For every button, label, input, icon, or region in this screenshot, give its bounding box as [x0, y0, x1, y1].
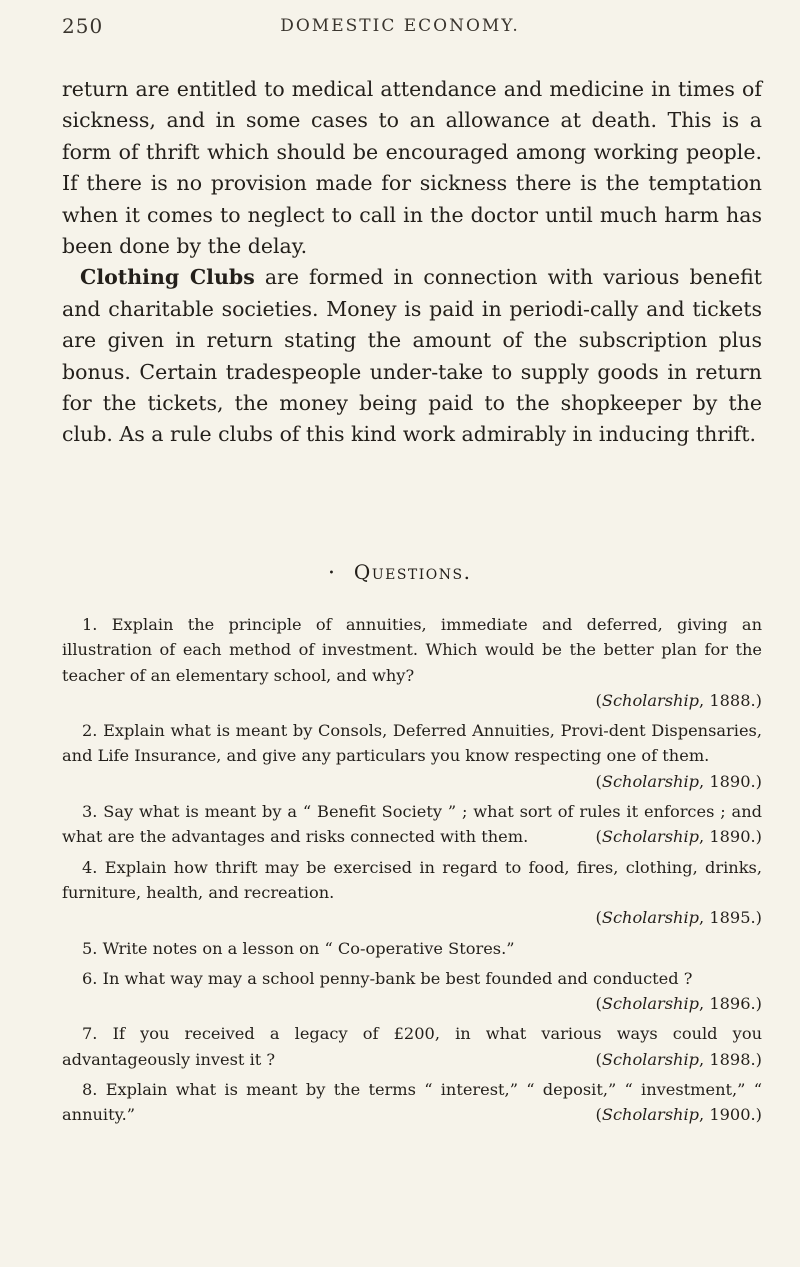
bullet-icon: • — [328, 568, 336, 579]
paragraph-clothing-clubs — [62, 262, 762, 450]
question-citation: (Scholarship, 1900.) — [595, 1105, 762, 1125]
question-item — [62, 855, 762, 931]
question-item — [62, 966, 762, 1017]
paragraph-thrift-sickness: return are entitled to medical attendance and medicine in times of sickness, and in some cases to an allowance at death. This is a form of thrift which should be encouraged among working people. If there is no provision made for sickness there is the temptation when it comes to neglect to call in the doctor until much harm has been done by the delay. — [62, 77, 762, 259]
question-citation: (Scholarship, 1888.) — [595, 690, 762, 710]
question-text: 1. Explain the principle of annuities, immediate and deferred, giving an illustration of each method of investment. Which would be the better plan for the teacher of an elementary school, and why? — [62, 615, 762, 685]
question-text: 4. Explain how thrift may be exercised in regard to food, fires, clothing, drinks, furniture, health, and recreation. — [62, 857, 762, 902]
question-text: 6. In what way may a school penny-bank be best founded and conducted ? — [82, 968, 693, 988]
question-item — [62, 612, 762, 713]
running-head: DOMESTIC ECONOMY. — [280, 16, 520, 36]
body-text — [62, 74, 762, 451]
question-text: 5. Write notes on a lesson on “ Co-operative Stores.” — [82, 938, 515, 958]
question-text: 3. Say what is meant by a “ Benefit Society ” ; what sort of rules it enforces ; and what are the advantages and risks connected with them. — [62, 802, 762, 847]
run-in-heading: Clothing Clubs — [80, 265, 255, 290]
question-text: 2. Explain what is meant by Consols, Deferred Annuities, Provi-dent Dispensaries, and Life Insurance, and give any particulars you know respecting one of them. — [62, 721, 762, 766]
question-citation: (Scholarship, 1895.) — [595, 908, 762, 928]
question-citation: (Scholarship, 1890.) — [595, 827, 762, 847]
question-citation: (Scholarship, 1898.) — [595, 1049, 762, 1069]
page-number: 250 — [62, 14, 104, 38]
questions-heading — [0, 560, 800, 584]
question-text: 8. Explain what is meant by the terms “ interest,” “ deposit,” “ investment,” “ annuity.” — [62, 1080, 762, 1125]
question-item — [62, 718, 762, 794]
question-citation: (Scholarship, 1890.) — [595, 771, 762, 791]
question-item — [62, 1021, 762, 1072]
questions-list — [62, 612, 762, 1133]
question-item — [62, 799, 762, 850]
question-item — [62, 1077, 762, 1128]
questions-heading-text: Questions. — [353, 560, 472, 584]
question-citation: (Scholarship, 1896.) — [595, 994, 762, 1014]
question-item — [62, 936, 762, 961]
question-text: 7. If you received a legacy of £200, in what various ways could you advantageously invest it ? — [62, 1024, 762, 1069]
paragraph-clothing-clubs-text: are formed in connection with various benefit and charitable societies. Money is paid in periodi-cally and tickets are given in return stating the amount of the subscription plus bonus. Certain tradespeople under-take to supply goods in return for the tickets, the money being paid to the shopkeeper by the club. As a rule clubs of this kind work admirably in inducing thrift. — [62, 265, 762, 447]
